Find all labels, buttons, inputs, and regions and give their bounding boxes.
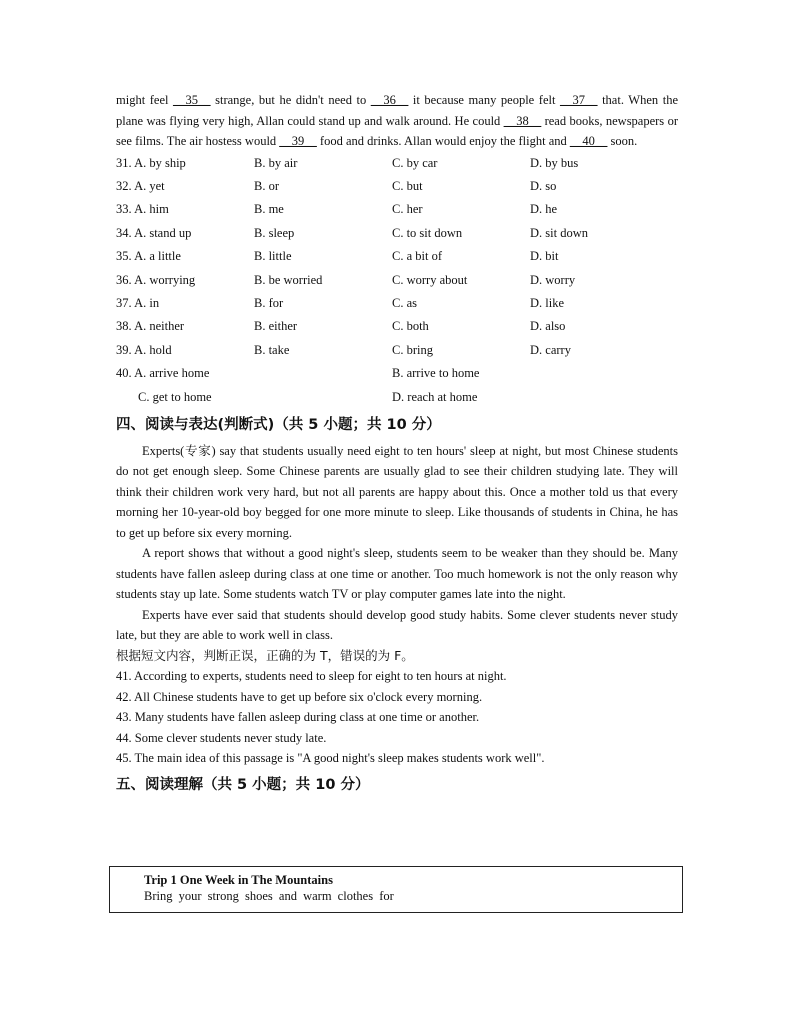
reading-paragraph-1: Experts(专家) say that students usually need eight to ten hours' sleep at night, but most Chinese students do not get enough sleep. Some Chinese parents are usually glad to see their children studying late. They will think their children work very hard, but not all parents are happy about this. Once a mother told us that every morning her 10-year-old boy begged for one more minute to sleep. Like thousands of students in China, he has to get up before six every morning. xyxy=(116,443,678,540)
option-b: B. or xyxy=(254,179,279,194)
option-b: B. by air xyxy=(254,155,298,170)
reading-paragraph-2: A report shows that without a good night's sleep, students seem to be weaker than they should be. Many students have fallen asleep during class at one time or another. Too much homework is not the only reason why students stay up late. Some students watch TV or play computer games late into the night. xyxy=(116,546,678,602)
blank-37: __37__ xyxy=(560,93,598,107)
option-d: D. bit xyxy=(530,249,559,264)
option-b: B. sleep xyxy=(254,225,295,240)
trip-title: Trip 1 One Week in The Mountains xyxy=(144,873,333,887)
question-42: 42. All Chinese students have to get up before six o'clock every morning. xyxy=(116,689,483,704)
option-a: 33. A. him xyxy=(116,202,169,217)
option-c: C. as xyxy=(392,296,417,311)
option-a: 36. A. worrying xyxy=(116,272,196,287)
option-row-40-line1 xyxy=(116,362,678,385)
option-b: B. little xyxy=(254,249,292,264)
section-4-title: 四、阅读与表达(判断式)（共 5 小题；共 10 分） xyxy=(116,416,441,433)
option-row-31 xyxy=(116,152,678,175)
option-row-32 xyxy=(116,175,678,198)
option-c: C. a bit of xyxy=(392,249,442,264)
option-d: D. reach at home xyxy=(392,389,478,404)
option-d: D. sit down xyxy=(530,225,588,240)
option-a: 34. A. stand up xyxy=(116,225,192,240)
option-b: B. be worried xyxy=(254,272,323,287)
section-5-title: 五、阅读理解（共 5 小题；共 10 分） xyxy=(116,776,370,793)
instruction-note: 根据短文内容，判断正误，正确的为 T，错误的为 F。 xyxy=(116,647,414,663)
option-a: 31. A. by ship xyxy=(116,155,186,170)
passage-text: soon. xyxy=(607,134,638,148)
passage-text: food and drinks. Allan would enjoy the flight and xyxy=(316,134,570,148)
option-row-37 xyxy=(116,292,678,315)
option-row-38 xyxy=(116,315,678,338)
option-c: C. bring xyxy=(392,342,433,357)
option-c: C. by car xyxy=(392,155,438,170)
passage-text: it because many people felt xyxy=(408,93,561,107)
option-row-33 xyxy=(116,198,678,221)
question-41: 41. According to experts, students need to sleep for eight to ten hours at night. xyxy=(116,669,507,684)
option-a: 35. A. a little xyxy=(116,249,181,264)
option-d: D. worry xyxy=(530,272,576,287)
trip-description: Bring your strong shoes and warm clothes for xyxy=(144,889,394,903)
question-43: 43. Many students have fallen asleep during class at one time or another. xyxy=(116,710,480,725)
option-b: B. either xyxy=(254,319,298,334)
option-b: B. take xyxy=(254,342,290,357)
passage-text: that. When the plane was flying very high, Allan could stand up and walk around. He could xyxy=(116,93,678,128)
cloze-passage xyxy=(116,90,678,152)
option-d: D. so xyxy=(530,179,557,194)
option-a: 32. A. yet xyxy=(116,179,165,194)
option-d: D. also xyxy=(530,319,566,334)
option-c: C. worry about xyxy=(392,272,468,287)
question-44: 44. Some clever students never study late. xyxy=(116,730,327,745)
option-row-36 xyxy=(116,268,678,291)
passage-text: read books, newspapers or see films. The air hostess would xyxy=(116,113,678,148)
option-a: 40. A. arrive home xyxy=(116,366,210,381)
passage-text: strange, but he didn't need to xyxy=(210,93,371,107)
blank-36: __36__ xyxy=(370,93,409,107)
option-d: D. by bus xyxy=(530,155,579,170)
option-row-35 xyxy=(116,245,678,268)
blank-35: __35__ xyxy=(173,93,211,107)
options-list xyxy=(116,152,678,409)
option-c: C. get to home xyxy=(138,389,212,404)
blank-38: __38__ xyxy=(503,113,542,128)
option-c: C. but xyxy=(392,179,423,194)
option-d: D. carry xyxy=(530,342,571,357)
option-d: D. like xyxy=(530,296,565,311)
trip-box xyxy=(109,866,683,913)
reading-paragraph-3: Experts have ever said that students should develop good study habits. Some clever students never study late, but they are able to work well in class. xyxy=(116,607,678,643)
option-b: B. arrive to home xyxy=(392,366,480,381)
option-row-39 xyxy=(116,339,678,362)
option-row-40-line2 xyxy=(116,385,678,408)
option-a: 39. A. hold xyxy=(116,342,172,357)
option-c: C. both xyxy=(392,319,429,334)
option-b: B. for xyxy=(254,296,284,311)
exam-page xyxy=(116,90,678,801)
option-d: D. he xyxy=(530,202,558,217)
option-c: C. to sit down xyxy=(392,225,463,240)
option-a: 37. A. in xyxy=(116,296,160,311)
option-c: C. her xyxy=(392,202,423,217)
blank-40: __40__ xyxy=(569,134,608,148)
option-b: B. me xyxy=(254,202,284,217)
passage-text: might feel xyxy=(116,93,174,107)
option-a: 38. A. neither xyxy=(116,319,185,334)
option-row-34 xyxy=(116,222,678,245)
blank-39: __39__ xyxy=(279,134,317,148)
question-45: 45. The main idea of this passage is "A good night's sleep makes students work well". xyxy=(116,751,545,766)
